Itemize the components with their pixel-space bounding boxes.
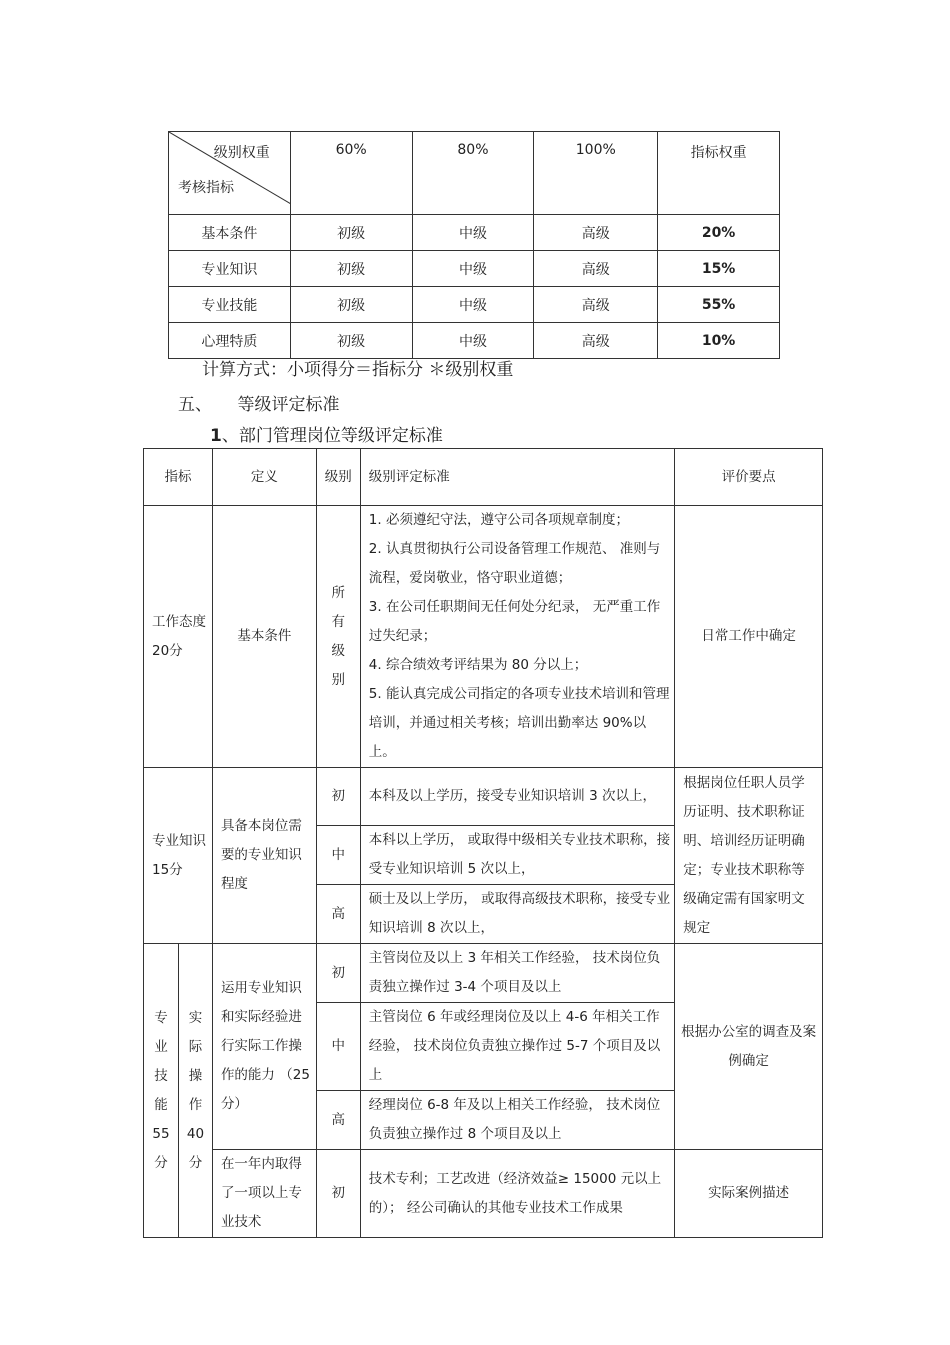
level-cell: 高级 <box>534 215 658 251</box>
level-cell: 初级 <box>290 287 412 323</box>
weight-cell: 55% <box>658 287 780 323</box>
standard-cell: 本科及以上学历，接受专业知识培训 3 次以上， <box>360 768 674 826</box>
corner-bottom-label: 考核指标 <box>178 180 234 196</box>
column-header: 指标权重 <box>658 132 780 215</box>
weight-cell: 10% <box>658 323 780 359</box>
header-evaluation: 评价要点 <box>675 449 823 506</box>
skill-sub-indicator: 实际操作40分 <box>178 944 212 1238</box>
level-cell: 中级 <box>412 323 534 359</box>
table-row <box>169 251 780 287</box>
skill-indicator: 专业技能55分 <box>144 944 179 1238</box>
row-name: 心理特质 <box>169 323 291 359</box>
achievement-evaluation: 实际案例描述 <box>675 1150 823 1238</box>
row-name: 专业技能 <box>169 287 291 323</box>
level-cell: 中级 <box>412 215 534 251</box>
standard-item: 4. 综合绩效考评结果为 80 分以上； <box>368 657 588 673</box>
knowledge-definition: 具备本岗位需要的专业知识程度 <box>212 768 316 944</box>
diagonal-header-cell <box>169 132 291 215</box>
sub-title <box>210 421 443 446</box>
level-cell: 中 <box>316 826 360 885</box>
level-cell: 中级 <box>412 251 534 287</box>
standard-item: 1. 必须遵纪守法，遵守公司各项规章制度； <box>368 512 629 528</box>
standard-cell: 本科以上学历， 或取得中级相关专业技术职称，接受专业知识培训 5 次以上， <box>360 826 674 885</box>
weight-cell: 20% <box>658 215 780 251</box>
level-cell: 高级 <box>534 251 658 287</box>
table-row <box>169 215 780 251</box>
level-cell: 高 <box>316 885 360 944</box>
level-cell: 初 <box>316 1150 360 1238</box>
level-cell: 初级 <box>290 323 412 359</box>
column-header: 60% <box>290 132 412 215</box>
section-title: 五、 等级评定标准 <box>178 395 340 415</box>
header-definition: 定义 <box>212 449 316 506</box>
level-cell: 高 <box>316 1091 360 1150</box>
level-cell: 初 <box>316 768 360 826</box>
level-cell: 初 <box>316 944 360 1003</box>
standard-cell: 主管岗位 6 年或经理岗位及以上 4-6 年相关工作经验， 技术岗位负责独立操作过 5-7 个项目及以上 <box>360 1003 674 1091</box>
criteria-table <box>143 448 823 1238</box>
column-header: 100% <box>534 132 658 215</box>
row-name: 专业知识 <box>169 251 291 287</box>
corner-top-label: 级别权重 <box>213 145 270 161</box>
level-cell: 高级 <box>534 287 658 323</box>
table-row <box>169 323 780 359</box>
table-row <box>169 287 780 323</box>
level-cell: 中级 <box>412 287 534 323</box>
sub-title-number: 1 <box>210 426 222 446</box>
achievement-definition: 在一年内取得了一项以上专业技术 <box>212 1150 316 1238</box>
standard-cell: 主管岗位及以上 3 年相关工作经验， 技术岗位负责独立操作过 3-4 个项目及以上 <box>360 944 674 1003</box>
standard-cell: 技术专利；工艺改进（经济效益≥ 15000 元以上的）； 经公司确认的其他专业技术工作成果 <box>360 1150 674 1238</box>
table-row <box>144 506 823 768</box>
column-header: 80% <box>412 132 534 215</box>
attitude-indicator: 工作态度 20分 <box>144 506 213 768</box>
skill-definition: 运用专业知识和实际经验进行实际工作操作的能力 （25分） <box>212 944 316 1150</box>
table-row <box>144 1150 823 1238</box>
standard-cell: 经理岗位 6-8 年及以上相关工作经验， 技术岗位负责独立操作过 8 个项目及以上 <box>360 1091 674 1150</box>
header-level: 级别 <box>316 449 360 506</box>
skill-evaluation: 根据办公室的调查及案例确定 <box>675 944 823 1150</box>
header-indicator: 指标 <box>144 449 213 506</box>
level-cell: 中 <box>316 1003 360 1091</box>
header-standard: 级别评定标准 <box>360 449 674 506</box>
standard-item: 3. 在公司任职期间无任何处分纪录， 无严重工作过失纪录； <box>368 599 661 644</box>
attitude-definition: 基本条件 <box>212 506 316 768</box>
attitude-standards <box>360 506 674 768</box>
attitude-level: 所有级别 <box>316 506 360 768</box>
table-row <box>144 944 823 1003</box>
sub-title-text: 、部门管理岗位等级评定标准 <box>221 426 443 446</box>
standard-item: 5. 能认真完成公司指定的各项专业技术培训和管理培训，并通过相关考核；培训出勤率达 90%以上。 <box>368 686 670 760</box>
weight-table <box>168 131 780 359</box>
attitude-evaluation: 日常工作中确定 <box>675 506 823 768</box>
row-name: 基本条件 <box>169 215 291 251</box>
level-cell: 初级 <box>290 215 412 251</box>
knowledge-indicator: 专业知识 15分 <box>144 768 213 944</box>
standard-item: 2. 认真贯彻执行公司设备管理工作规范、 准则与流程，爱岗敬业，恪守职业道德； <box>368 541 661 586</box>
level-cell: 初级 <box>290 251 412 287</box>
table-row <box>144 768 823 826</box>
formula-text: 计算方式：小项得分＝指标分 ＊级别权重 <box>202 360 514 380</box>
header-row <box>144 449 823 506</box>
weight-cell: 15% <box>658 251 780 287</box>
level-cell: 高级 <box>534 323 658 359</box>
standard-cell: 硕士及以上学历， 或取得高级技术职称，接受专业知识培训 8 次以上， <box>360 885 674 944</box>
knowledge-evaluation: 根据岗位任职人员学历证明、技术职称证明、培训经历证明确定；专业技术职称等级确定需有国家明文规定 <box>675 768 823 944</box>
